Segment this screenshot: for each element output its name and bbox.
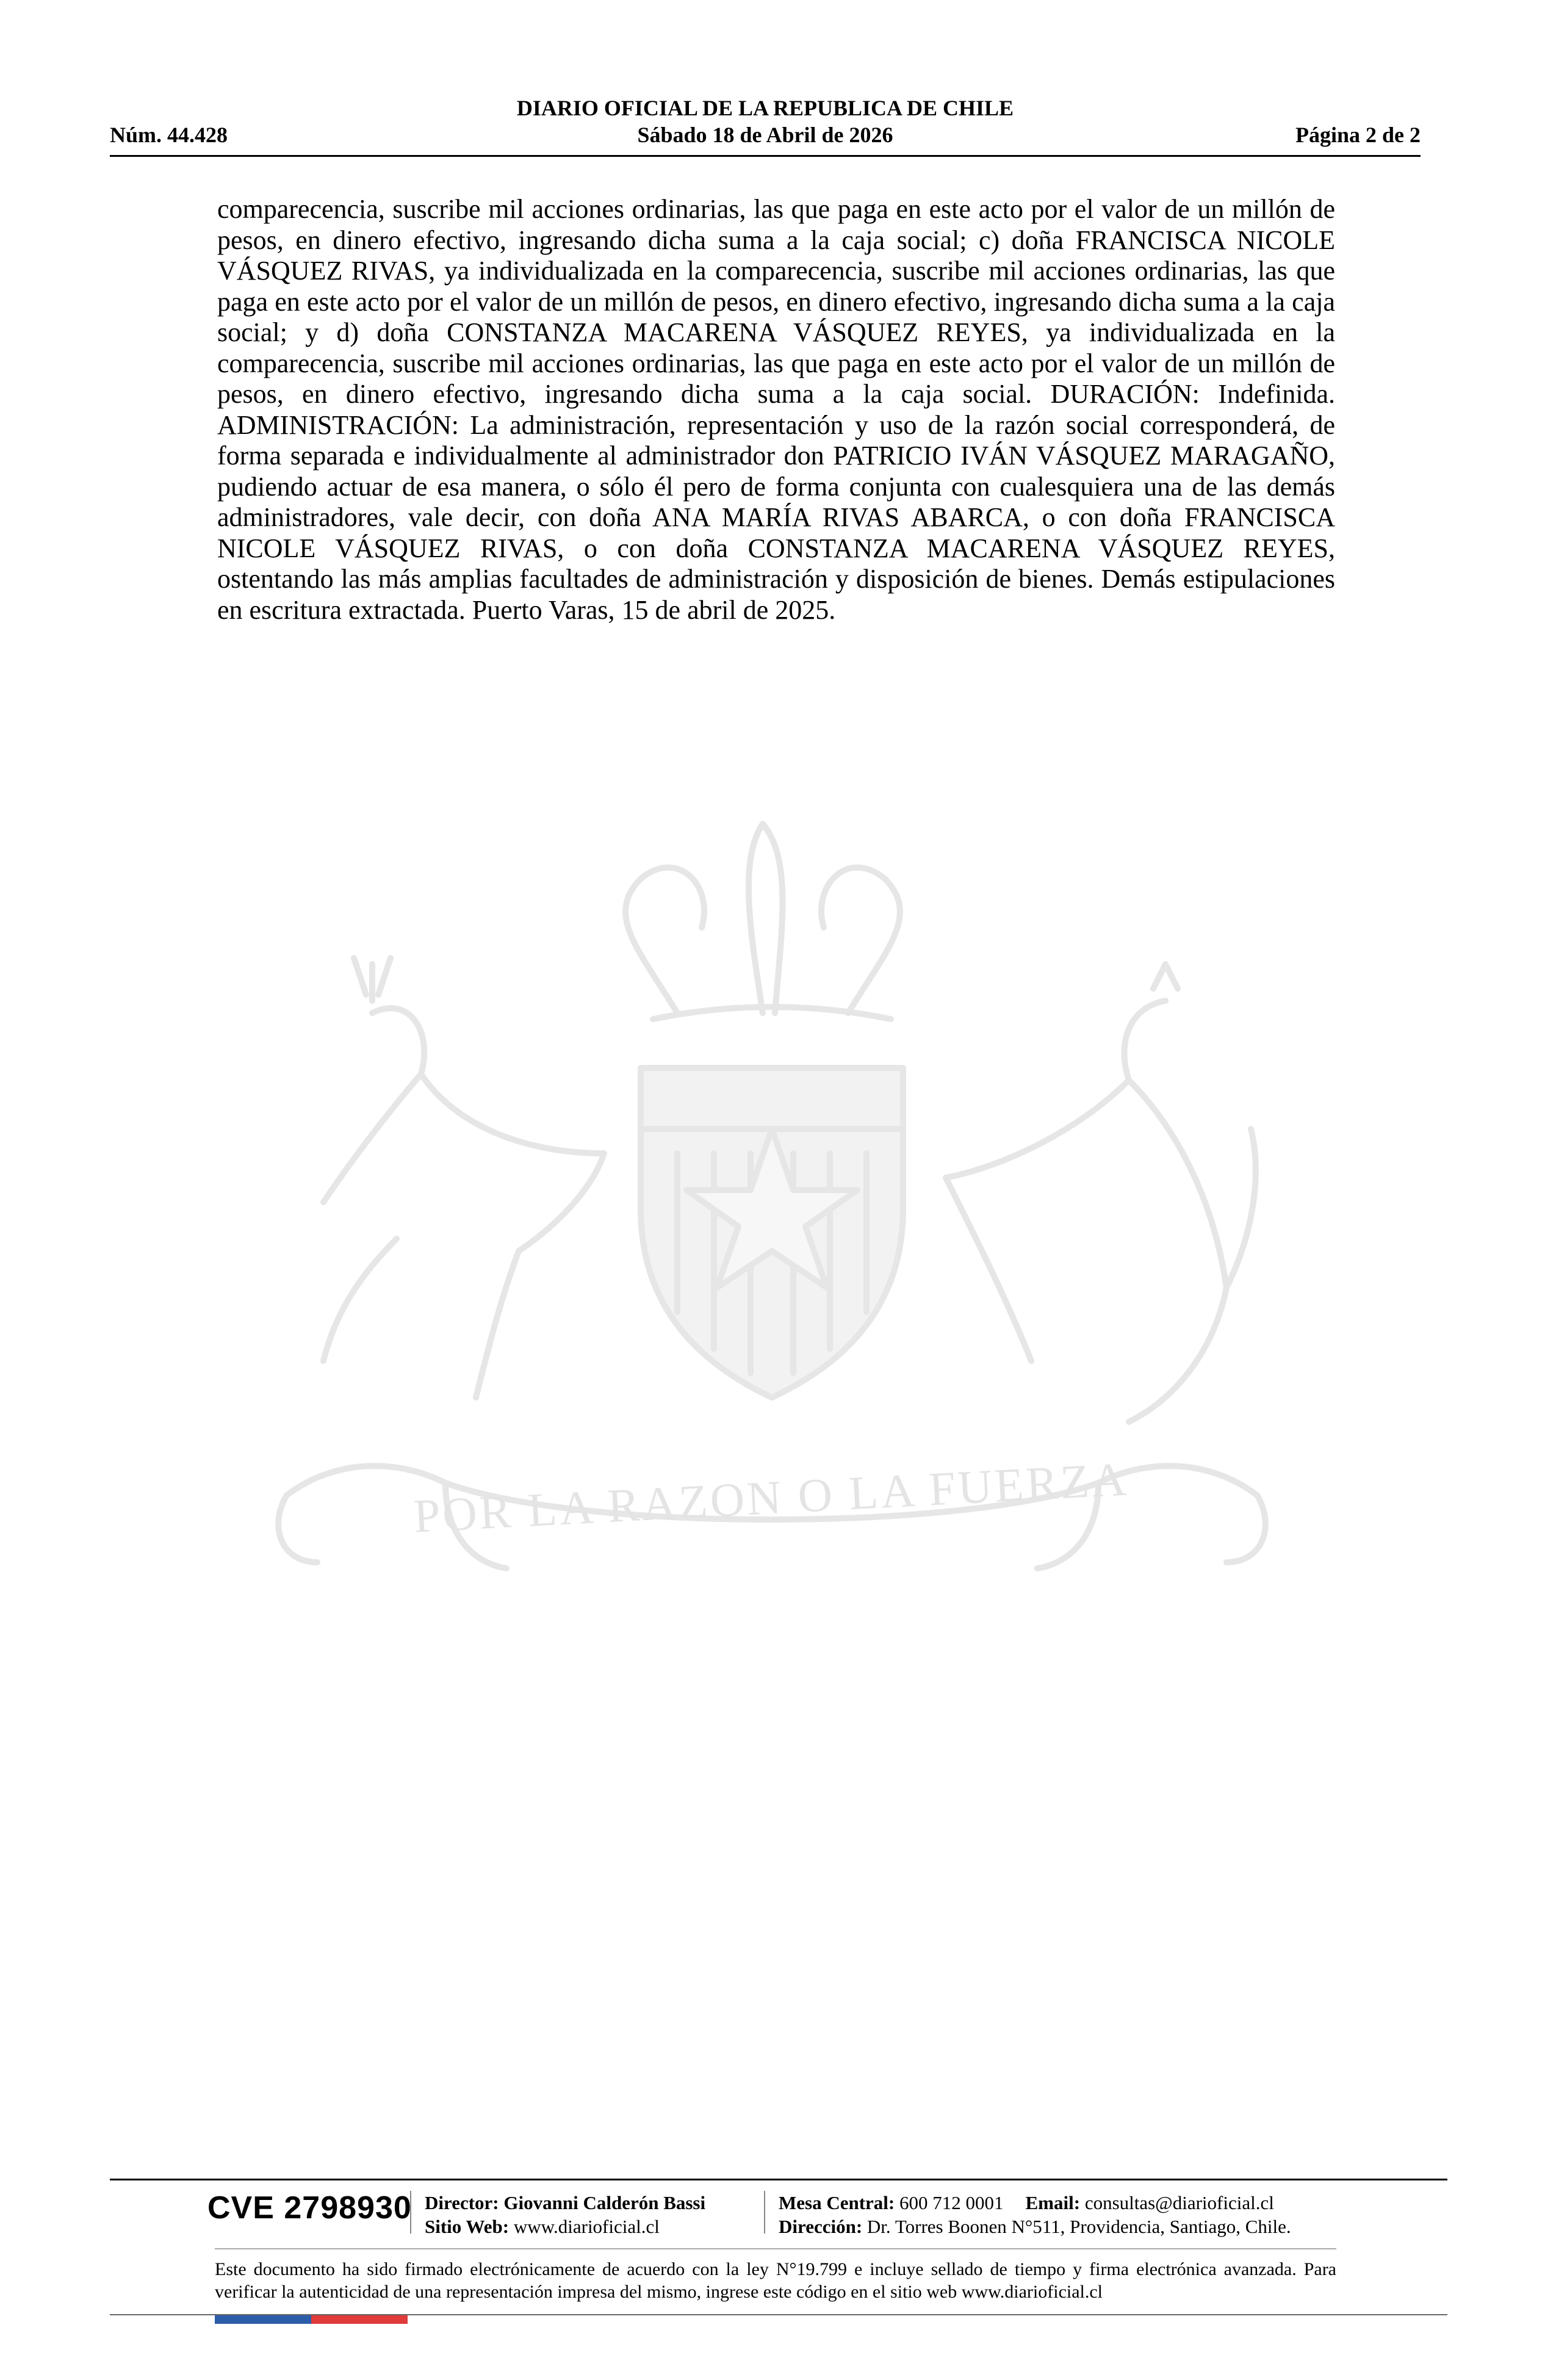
issue-date: Sábado 18 de Abril de 2026 <box>637 123 893 147</box>
address-label: Dirección: <box>779 2216 863 2237</box>
cve-code: CVE 2798930 <box>207 2190 412 2226</box>
condor-icon <box>946 1001 1256 1422</box>
website-link[interactable]: www.diarioficial.cl <box>513 2216 660 2237</box>
motto-text: POR LA RAZON O LA FUERZA <box>412 1452 1130 1543</box>
director-name: Giovanni Calderón Bassi <box>503 2192 706 2213</box>
footer-separator <box>410 2191 411 2234</box>
plume-center-icon <box>749 824 783 1013</box>
address-text: Dr. Torres Boonen N°511, Providencia, Santiago, Chile. <box>866 2216 1291 2237</box>
footer-director-block <box>425 2191 705 2238</box>
publication-title: DIARIO OFICIAL DE LA REPUBLICA DE CHILE <box>516 96 1014 120</box>
phone-label: Mesa Central: <box>779 2192 895 2213</box>
footer-divider-middle <box>215 2248 1336 2249</box>
page-header <box>110 92 1421 160</box>
coat-of-arms-watermark <box>214 812 1330 1666</box>
email-label: Email: <box>1025 2192 1081 2213</box>
plume-right-icon <box>821 868 900 1013</box>
footer-separator <box>764 2191 765 2234</box>
website-label: Sitio Web: <box>425 2216 510 2237</box>
document-body: comparecencia, suscribe mil acciones ordinarias, las que paga en este acto por el valor de un millón de pesos, en dinero efectivo, ingresando dicha suma a la caja social; c) doña FRANCISCA NICOLE VÁSQUEZ RIVAS, ya individualizada en la comparecencia, suscribe mil acciones ordinarias, las que paga en este acto por el valor de un millón de pesos, en dinero efectivo, ingresando dicha suma a la caja social; y d) doña CONSTANZA MACARENA VÁSQUEZ REYES, ya individualizada en la comparecencia, suscribe mil acciones ordinarias, las que paga en este acto por el valor de un millón de pesos, en dinero efectivo, ingresando dicha suma a la caja social. DURACIÓN: Indefinida. ADMINISTRACIÓN: La administración, representación y uso de la razón social corresponderá, de forma separada e individualmente al administrador don PATRICIO IVÁN VÁSQUEZ MARAGAÑO, pudiendo actuar de esa manera, o sólo él pero de forma conjunta con cualesquiera una de las demás administradores, vale decir, con doña ANA MARÍA RIVAS ABARCA, o con doña FRANCISCA NICOLE VÁSQUEZ RIVAS, o con doña CONSTANZA MACARENA VÁSQUEZ REYES, ostentando las más amplias facultades de administración y disposición de bienes. Demás estipulaciones en escritura extractada. Puerto Varas, 15 de abril de 2025. <box>217 194 1335 625</box>
footer-divider-top <box>110 2179 1447 2180</box>
flag-stripe-red <box>311 2315 408 2324</box>
signature-notice: Este documento ha sido firmado electrónicamente de acuerdo con la ley N°19.799 e incluye sellado de tiempo y firma electrónica avanzada. Para verificar la autenticidad de una representación impresa del mismo, ingrese este código en el sitio web www.diarioficial.cl <box>215 2259 1336 2302</box>
email-link[interactable]: consultas@diarioficial.cl <box>1084 2192 1274 2213</box>
flag-stripe-blue <box>215 2315 311 2324</box>
issue-number: Núm. 44.428 <box>110 123 228 147</box>
header-divider <box>110 155 1421 157</box>
director-label: Director: <box>425 2192 499 2213</box>
footer-contact-block <box>779 2191 1291 2238</box>
plume-left-icon <box>625 868 704 1013</box>
phone-number: 600 712 0001 <box>899 2192 1004 2213</box>
huemul-icon <box>323 1008 604 1397</box>
page-number: Página 2 de 2 <box>1295 123 1421 147</box>
